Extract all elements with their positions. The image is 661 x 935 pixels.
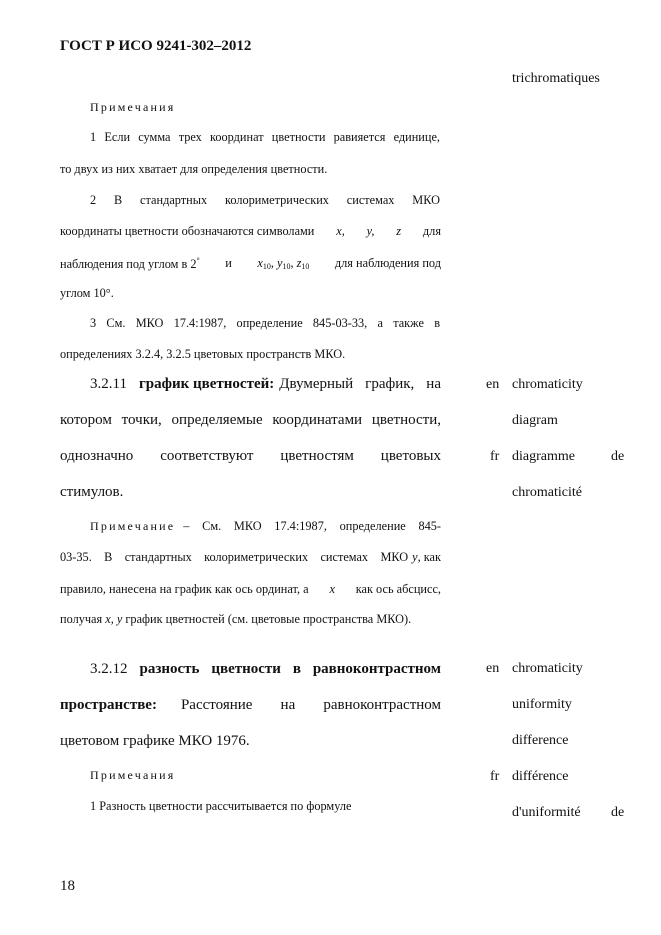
note-text: график цветностей (см. цветовые пространства МКО). bbox=[125, 612, 412, 626]
page-number: 18 bbox=[60, 878, 75, 894]
en-term: difference bbox=[512, 733, 569, 748]
note-text: , как bbox=[417, 550, 441, 564]
fr-term: différence bbox=[512, 769, 569, 784]
note-line: 3 См. МКО 17.4:1987, определение 845-03-33, а также в bbox=[90, 316, 440, 330]
note-3211-line3 bbox=[60, 582, 441, 597]
note-text: для наблюдения под bbox=[334, 256, 441, 270]
note-line: углом 10°. bbox=[60, 286, 114, 300]
en-term: chromaticity bbox=[512, 661, 583, 676]
symbol-xy: x, y bbox=[105, 612, 123, 626]
note-line: определениях 3.2.4, 3.2.5 цветовых пространств МКО. bbox=[60, 347, 346, 361]
note-3211-line1 bbox=[90, 519, 441, 534]
lang-fr: fr bbox=[490, 449, 500, 464]
notes-title: Примечания bbox=[90, 768, 176, 782]
notes-title: Примечания bbox=[90, 100, 176, 114]
en-term: diagram bbox=[512, 413, 558, 428]
note-text: для bbox=[422, 224, 441, 238]
term-definition: Двумерный график, на bbox=[279, 376, 441, 392]
symbol-x: x bbox=[329, 582, 335, 596]
term-definition: Расстояние на равноконтрастном bbox=[180, 697, 441, 713]
fr-term: de bbox=[611, 805, 625, 820]
note-3211-line4 bbox=[60, 612, 411, 627]
term-3211-line1 bbox=[90, 376, 441, 393]
term-number: 3.2.12 bbox=[90, 661, 128, 677]
term-name: разность цветности в равноконтрастном bbox=[139, 661, 441, 677]
note-text: и bbox=[225, 256, 232, 270]
en-term: uniformity bbox=[512, 697, 572, 712]
fr-term: chromaticité bbox=[512, 485, 582, 500]
note-line: 1 Если сумма трех координат цветности равияется единице, bbox=[90, 130, 440, 144]
symbol-z: z bbox=[396, 224, 402, 238]
note-title: Примечание bbox=[90, 519, 176, 533]
note-line-symbols-10 bbox=[60, 256, 441, 272]
note-text: координаты цветности обозначаются символами bbox=[60, 224, 315, 238]
note-text: 03-35. В стандартных колориметрических системах МКО bbox=[60, 550, 409, 564]
symbols-10: $x_{10}$, $y_{10}$, $z_{10}$ bbox=[257, 256, 310, 271]
term-number: 3.2.11 bbox=[90, 376, 127, 392]
definition-line: котором точки, определяемые координатами цветности, bbox=[60, 412, 441, 428]
note-line-symbols bbox=[60, 224, 441, 239]
note-3211-line2 bbox=[60, 550, 441, 565]
term-3212-line1 bbox=[90, 661, 441, 678]
fr-term: diagramme bbox=[512, 449, 575, 464]
note-text: наблюдения под углом в 2° bbox=[60, 256, 200, 271]
lang-en: en bbox=[486, 377, 500, 392]
lang-fr: fr bbox=[490, 769, 500, 784]
symbol-y: y bbox=[412, 550, 418, 564]
note-text: получая bbox=[60, 612, 103, 626]
note-line: 1 Разность цветности рассчитывается по формуле bbox=[90, 799, 352, 813]
definition-line: стимулов. bbox=[60, 484, 124, 500]
symbol-y: y, bbox=[366, 224, 375, 238]
lang-en: en bbox=[486, 661, 500, 676]
term-name: пространстве: bbox=[60, 697, 157, 713]
term-name: график цветностей: bbox=[138, 376, 275, 392]
right-top-term: trichromatiques bbox=[512, 71, 600, 86]
term-3212-line2 bbox=[60, 697, 441, 714]
en-term: chromaticity bbox=[512, 377, 583, 392]
note-line: 2 В стандартных колориметрических системах МКО bbox=[90, 193, 440, 207]
definition-line: однозначно соответствуют цветностям цветовых bbox=[60, 448, 441, 464]
note-text: как ось абсцисс, bbox=[355, 582, 441, 596]
note-line: то двух из них хватает для определения цветности. bbox=[60, 162, 328, 176]
fr-term: de bbox=[611, 449, 625, 464]
fr-term: d'uniformité bbox=[512, 805, 581, 820]
note-text: правило, нанесена на график как ось ординат, а bbox=[60, 582, 309, 596]
document-header: ГОСТ Р ИСО 9241-302–2012 bbox=[60, 38, 252, 54]
symbol-x: x, bbox=[336, 224, 345, 238]
note-text: – См. МКО 17.4:1987, определение 845- bbox=[183, 519, 441, 533]
definition-line: цветовом графике МКО 1976. bbox=[60, 733, 250, 749]
